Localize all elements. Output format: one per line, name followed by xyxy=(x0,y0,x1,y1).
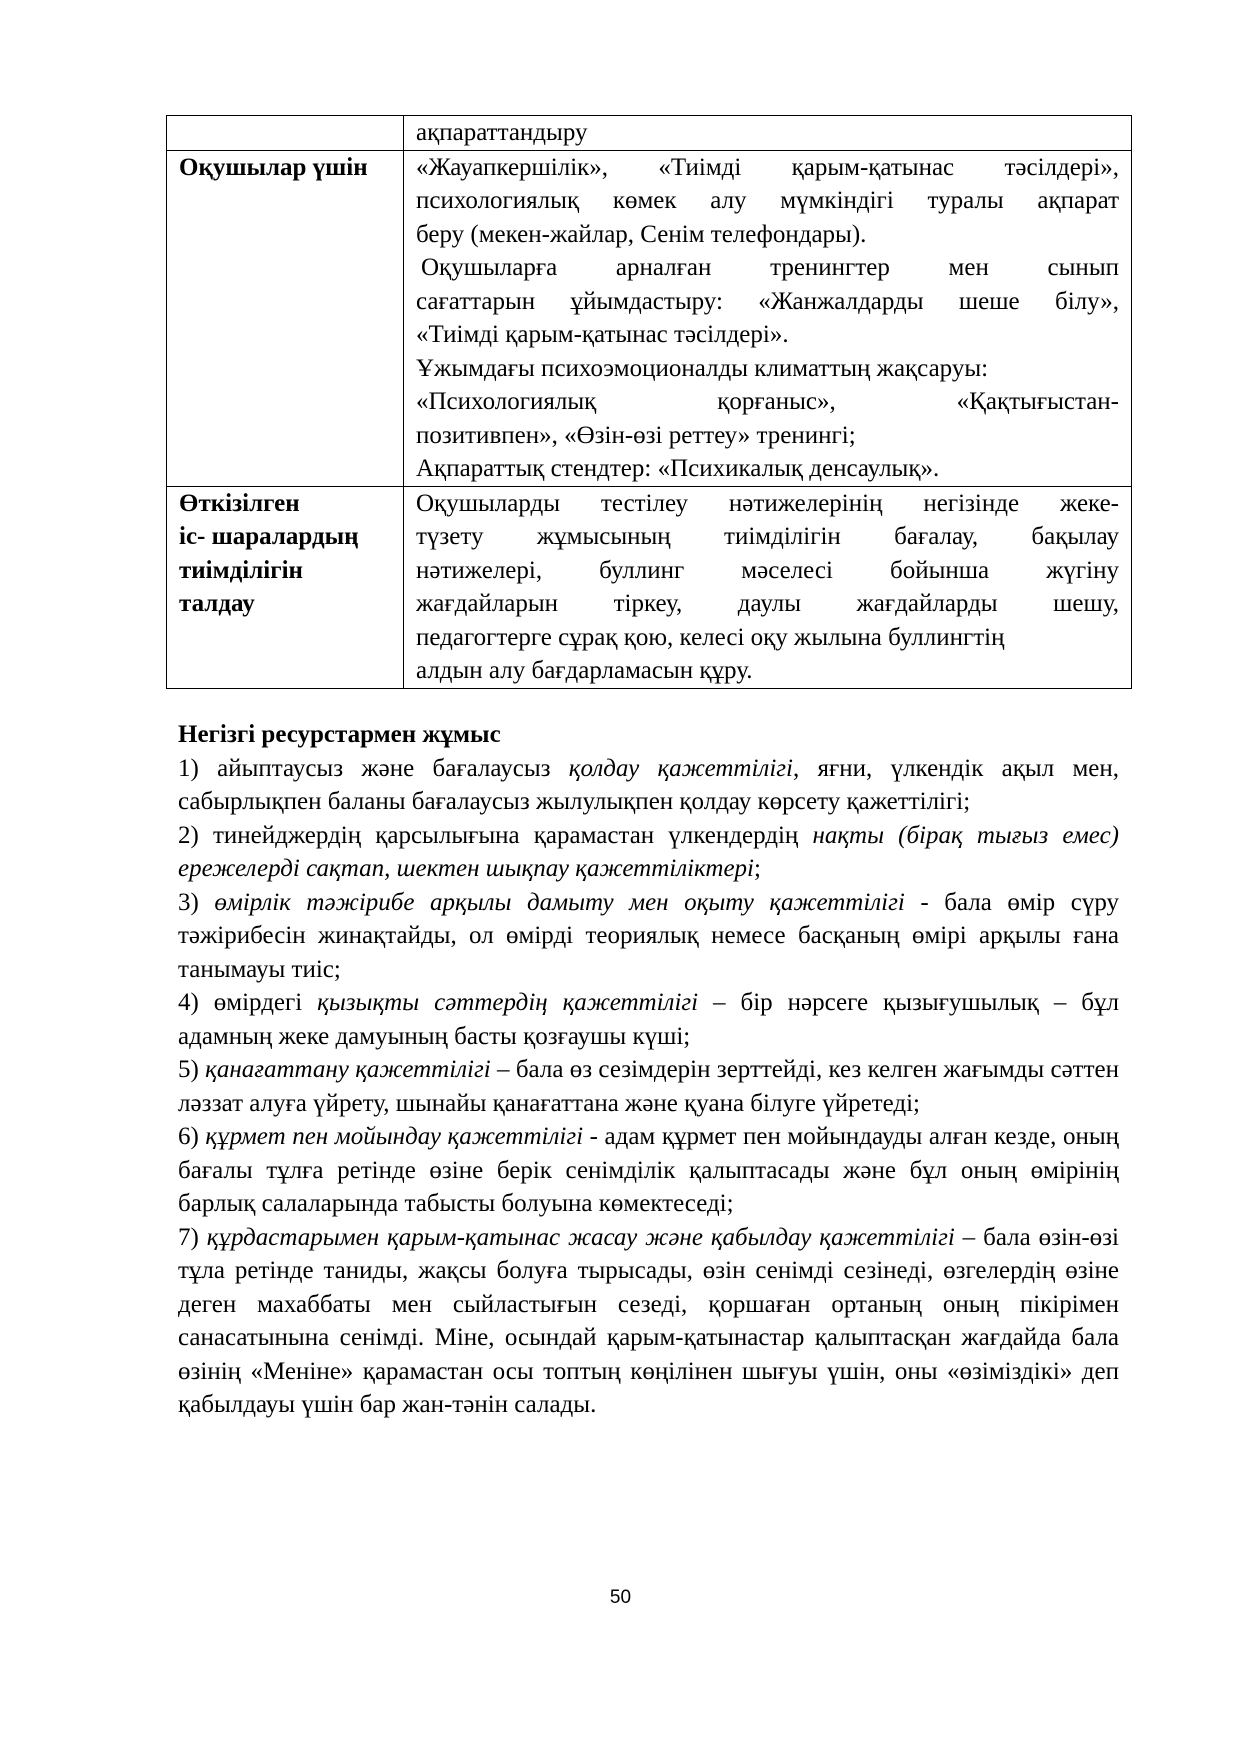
list-item xyxy=(178,819,1119,886)
list-item xyxy=(178,886,1119,987)
table-row xyxy=(167,486,1132,688)
label-line: Өткізілген xyxy=(179,489,300,517)
table-text-cell: ақпараттандыру xyxy=(404,116,1132,151)
cell-line: педагогтерге сұрақ қою, келесі оқу жылына буллингтің xyxy=(416,623,1005,651)
table-text-cell xyxy=(404,486,1132,688)
item-text: – бала өзін-өзі тұла ретінде таниды, жақсы болуға тырысады, өзін сенімді сезінеді, өзгелердің өзіне деген махаббаты мен сыйластығын сезеді, қоршаған ортаның оның пікірімен санасатынына сенімді. Міне, осындай қарым-қатынастар қалыптасқан жағдайда бала өзінің «Меніне» қарамастан осы топтың көңілінен шығуы үшін, оны «өзіміздікі» деп қабылдауы үшін бар жан-тәнін салады. xyxy=(178,1223,1119,1418)
list-item xyxy=(178,1221,1119,1422)
item-text: 1) айыптаусыз және бағалаусыз xyxy=(178,754,569,782)
item-text: - адам құрмет пен мойындауды алған кезде, оның бағалы тұлға ретінде өзіне берік сенімділік қалыптасады және бұл оның өмірінің барлық салаларында табысты болуына көмектеседі; xyxy=(178,1123,1120,1217)
activities-table xyxy=(166,115,1132,689)
list-item xyxy=(178,1120,1119,1221)
table-row xyxy=(167,150,1132,486)
table-text-cell xyxy=(404,150,1132,486)
cell-line: алдын алу бағдарламасын құру. xyxy=(416,657,753,684)
list-item xyxy=(178,986,1119,1053)
item-text: – бала өз сезімдерін зерттейді, кез келген жағымды сәттен ләззат алуға үйрету, шынайы қанағаттана және қуана білуге үйретеді; xyxy=(178,1056,1119,1117)
cell-line: позитивпен», «Өзін-өзі реттеу» тренингі; xyxy=(416,421,856,449)
item-text: 3) xyxy=(178,888,215,916)
item-text: 7) xyxy=(178,1223,207,1251)
item-emphasis: қызықты сәттердің қажеттілігі xyxy=(317,989,699,1016)
table-label-cell xyxy=(167,116,404,151)
item-text: – бір нәрсеге қызығушылық – бұл адамның жеке дамуының басты қозғаушы күші; xyxy=(178,989,1119,1050)
label-line: іс- шаралардың xyxy=(179,523,359,550)
label-line: тиімділігін xyxy=(179,556,303,584)
cell-line: психологиялық көмек алу мүмкіндігі туралы ақпарат xyxy=(416,187,1119,214)
item-emphasis: қанағаттану қажеттілігі xyxy=(205,1056,491,1083)
cell-line: беру (мекен-жайлар, Сенім телефондары). xyxy=(416,220,867,248)
cell-line: Оқушыларды тестілеу нәтижелерінің негізінде жеке- xyxy=(416,489,1119,517)
cell-line: жағдайларын тіркеу, даулы жағдайларды шешу, xyxy=(416,590,1119,617)
cell-line: түзету жұмысының тиімділігін бағалау, бақылау xyxy=(416,523,1119,550)
cell-line: Ақпараттық стендтер: «Психикалық денсаулық». xyxy=(416,455,940,482)
item-emphasis: өмірлік тәжірибе арқылы дамыту мен оқыту қажеттілігі xyxy=(214,888,905,916)
item-emphasis: қолдау қажеттілігі xyxy=(568,754,793,782)
item-emphasis: құрдастарымен қарым-қатынас жасау және қабылдау қажеттілігі xyxy=(206,1223,955,1251)
table-label-cell xyxy=(167,486,404,688)
list-item xyxy=(178,1053,1119,1120)
table-row xyxy=(167,116,1132,151)
cell-line: Оқушыларға арналған тренингтер мен сынып xyxy=(421,254,1119,281)
item-text: ; xyxy=(754,855,761,882)
cell-line: сағаттарын ұйымдастыру: «Жанжалдарды шеше білу», xyxy=(416,287,1119,315)
item-emphasis: құрмет пен мойындау қажеттілігі xyxy=(205,1123,584,1150)
cell-line: «Тиімді қарым-қатынас тәсілдері». xyxy=(416,321,789,348)
section-heading: Негізгі ресурстармен жұмыс xyxy=(178,721,501,748)
cell-line: Ұжымдағы психоэмоционалды климаттың жақсаруы: xyxy=(416,354,989,382)
cell-line: «Психологиялық қорғаныс», «Қақтығыстан- xyxy=(416,388,1119,415)
resources-section xyxy=(178,718,1119,1422)
item-text: , яғни, үлкендік ақыл мен, сабырлықпен баланы бағалаусыз жылулықпен қолдау көрсету қажеттілігі; xyxy=(178,754,1120,815)
item-text: 2) тинейджердің қарсылығына қарамастан үлкендердің xyxy=(178,821,813,849)
item-text: 5) xyxy=(178,1056,206,1083)
item-emphasis: нақты (бірақ тығыз емес) ережелерді сақтап, шектен шықпау қажеттіліктері xyxy=(178,821,1119,882)
item-text: 6) xyxy=(178,1123,206,1150)
cell-line: «Жауапкершілік», «Тиімді қарым-қатынас тәсілдері», xyxy=(416,153,1119,181)
label-line: талдау xyxy=(179,590,255,617)
item-text: 4) өмірдегі xyxy=(178,989,318,1016)
list-item xyxy=(178,752,1119,819)
cell-line: нәтижелері, буллинг мәселесі бойынша жүгіну xyxy=(416,556,1119,584)
table-label-cell: Оқушылар үшін xyxy=(167,150,404,486)
item-text: - бала өмір сүру тәжірибесін жинақтайды, ол өмірді теориялық немесе басқаның өмірі арқылы ғана танымауы тиіс; xyxy=(178,888,1120,983)
page-number: 50 xyxy=(609,1587,632,1608)
